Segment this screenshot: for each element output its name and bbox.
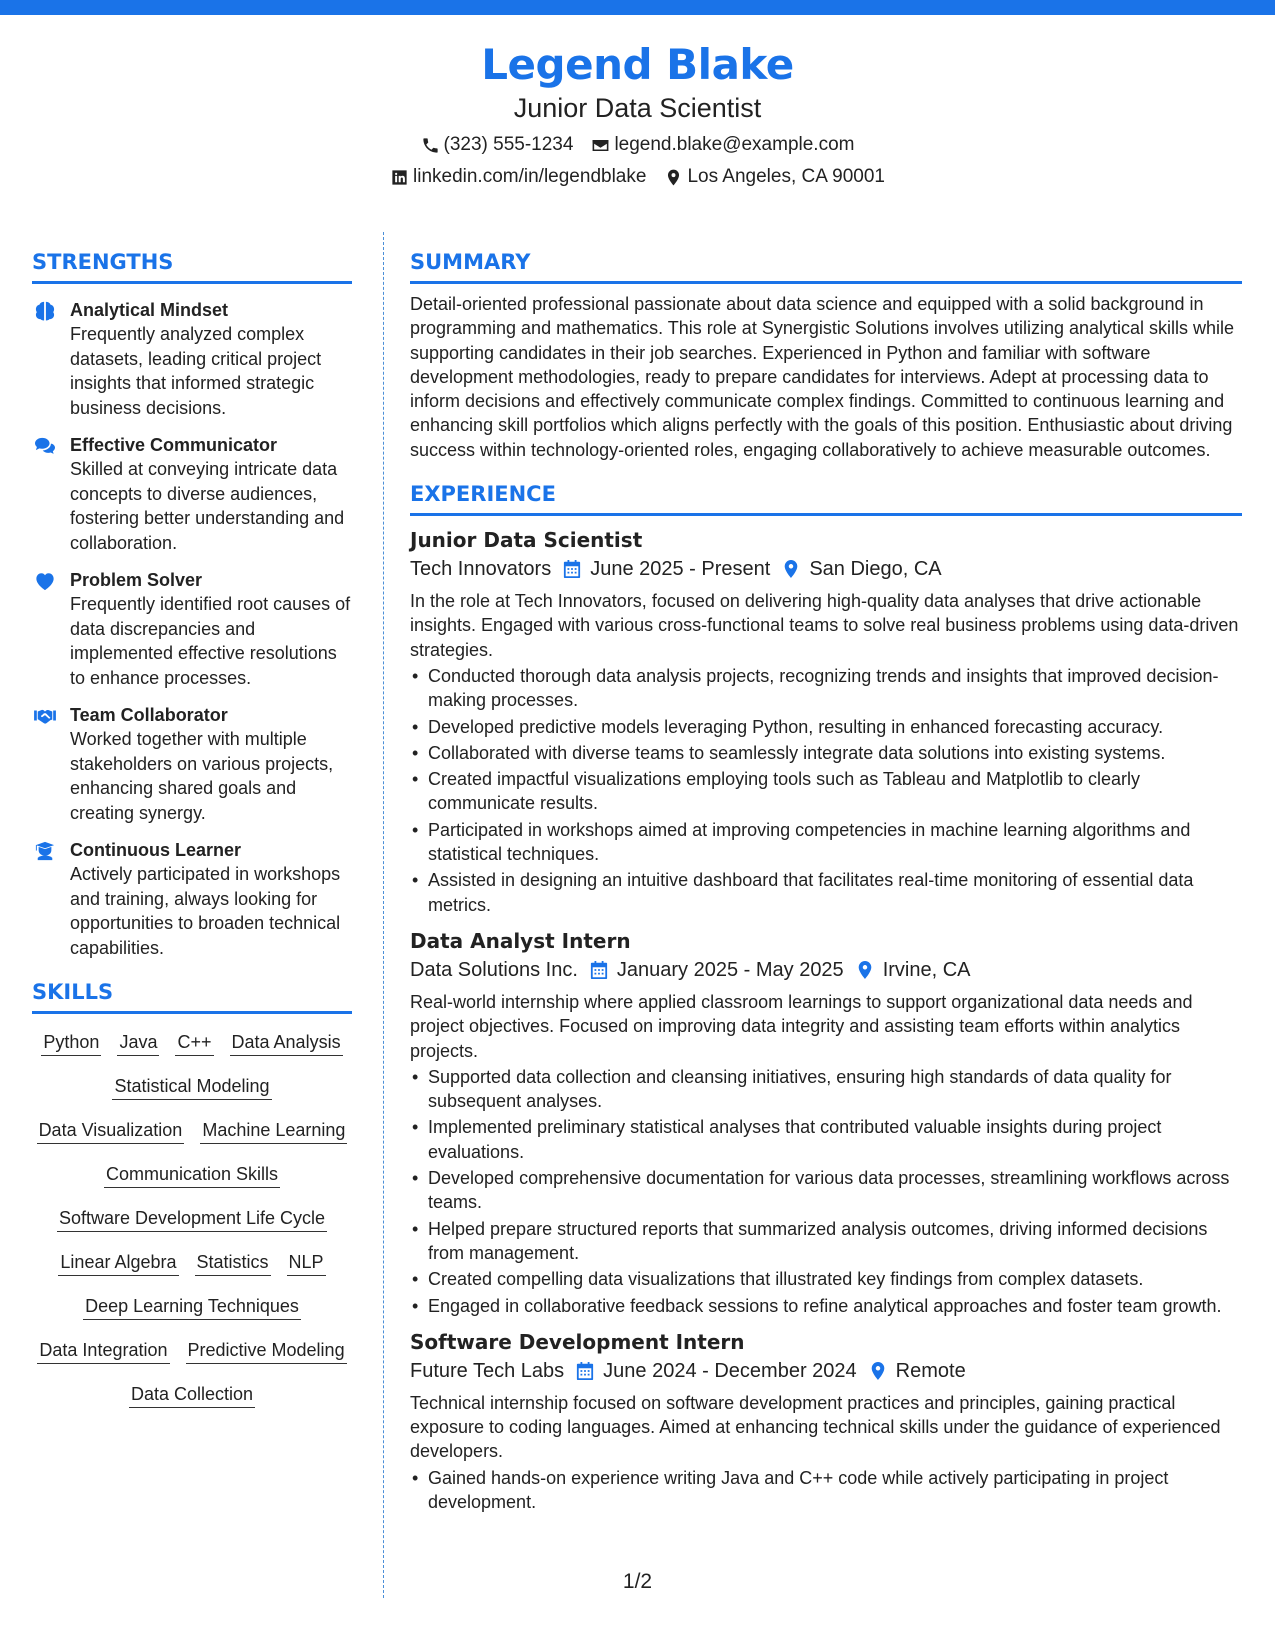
skill-tag: Java: [117, 1030, 159, 1056]
job-dates: January 2025 - May 2025: [616, 958, 844, 981]
job-bullets: [410, 664, 1242, 917]
comments-icon: [34, 436, 56, 456]
bullet-item: • Created compelling data visualizations that illustrated key findings from complex datasets.: [410, 1267, 1242, 1291]
strength-item: [32, 433, 352, 555]
summary-section: [410, 248, 1242, 462]
top-accent-bar: [0, 0, 1275, 15]
skill-tag: C++: [175, 1030, 213, 1056]
strength-description: Actively participated in workshops and training, always looking for opportunities to broaden technical capabilities.: [70, 864, 341, 958]
strength-title: Team Collaborator: [70, 705, 228, 725]
bullet-item: • Helped prepare structured reports that summarized analysis outcomes, driving informed decisions from management.: [410, 1217, 1242, 1266]
strength-title: Continuous Learner: [70, 840, 242, 860]
skill-tag: Machine Learning: [200, 1118, 347, 1144]
bullet-item: • Gained hands-on experience writing Java and C++ code while actively participating in project development.: [410, 1466, 1242, 1515]
phone-icon: [421, 136, 440, 155]
page-number: 1/2: [622, 1570, 653, 1593]
skills-heading: SKILLS: [32, 978, 352, 1014]
skill-tag: Python: [41, 1030, 101, 1056]
job-meta: [410, 555, 1242, 583]
skill-tag: Statistics: [195, 1250, 271, 1276]
heart-icon: [34, 571, 56, 591]
summary-heading: SUMMARY: [410, 248, 1242, 284]
strength-item: [32, 703, 352, 825]
experience-section: [410, 480, 1242, 1514]
right-column: [410, 248, 1242, 1516]
resume-header: [0, 40, 1275, 189]
bullet-item: • Collaborated with diverse teams to seamlessly integrate data solutions into existing systems.: [410, 741, 1242, 765]
skill-tag: Data Visualization: [37, 1118, 185, 1144]
job-bullets: [410, 1065, 1242, 1318]
job-dates: June 2025 - Present: [590, 558, 771, 581]
candidate-name: Legend Blake: [481, 40, 794, 89]
company-name: Future Tech Labs: [410, 1359, 565, 1382]
skills-section: [32, 978, 352, 1408]
skill-tag: Software Development Life Cycle: [57, 1206, 327, 1232]
graduate-icon: [34, 841, 56, 861]
job-location: San Diego, CA: [809, 558, 942, 581]
job-location: Remote: [895, 1359, 966, 1382]
job-location: Irvine, CA: [882, 958, 971, 981]
bullet-item: • Implemented preliminary statistical analyses that contributed valuable insights during project evaluations.: [410, 1115, 1242, 1164]
phone-contact: [421, 133, 574, 157]
job-title: Data Analyst Intern: [410, 928, 631, 953]
bullet-item: • Created impactful visualizations employing tools such as Tableau and Matplotlib to clearly communicate results.: [410, 767, 1242, 816]
summary-text: Detail-oriented professional passionate about data science and equipped with a solid background in programming and mathematics. This role at Synergistic Solutions involves utilizing analytical skills while supporting candidates in their job searches. Experienced in Python and familiar with software development methodologies, ready to prepare candidates for interviews. Adept at processing data to inform decisions and effectively communicate complex findings. Committed to continuous learning and enhancing skill portfolios which aligns perfectly with the goals of this position. Enthusiastic about driving success within technology-oriented roles, engaging collaboratively to achieve measurable outcomes.: [410, 294, 1235, 460]
job-title: Software Development Intern: [410, 1329, 745, 1354]
job-entry: [410, 1328, 1242, 1514]
bullet-item: • Assisted in designing an intuitive dashboard that facilitates real-time monitoring of essential data metrics.: [410, 868, 1242, 917]
strength-item: [32, 298, 352, 420]
job-dates: June 2024 - December 2024: [603, 1359, 857, 1382]
handshake-icon: [34, 706, 56, 726]
email-text[interactable]: legend.blake@example.com: [614, 134, 855, 155]
map-pin-icon: [856, 960, 874, 980]
strength-title: Problem Solver: [70, 570, 203, 590]
skill-tag: Deep Learning Techniques: [83, 1294, 301, 1320]
skills-list: [32, 1030, 352, 1408]
strength-item: [32, 838, 352, 960]
map-pin-icon: [664, 168, 683, 187]
job-meta: [410, 956, 1242, 984]
location-contact: [664, 165, 885, 189]
company-name: Data Solutions Inc.: [410, 958, 578, 981]
bullet-item: • Conducted thorough data analysis projects, recognizing trends and insights that improved decision-making processes.: [410, 664, 1242, 713]
job-meta: [410, 1357, 1242, 1385]
skill-tag: NLP: [287, 1250, 326, 1276]
bullet-item: • Supported data collection and cleansing initiatives, ensuring high standards of data quality for subsequent analyses.: [410, 1065, 1242, 1114]
location-text: Los Angeles, CA 90001: [687, 166, 885, 187]
strengths-section: [32, 248, 352, 960]
contact-row-2: [0, 165, 1275, 189]
phone-text: (323) 555-1234: [443, 134, 574, 155]
strength-description: Frequently analyzed complex datasets, leading critical project insights that informed strategic business decisions.: [70, 324, 322, 418]
email-contact[interactable]: [591, 133, 854, 157]
linkedin-text[interactable]: linkedin.com/in/legendblake: [413, 166, 647, 187]
skill-tag: Statistical Modeling: [112, 1074, 271, 1100]
skill-tag: Linear Algebra: [58, 1250, 178, 1276]
job-description: Technical internship focused on software development practices and principles, gaining practical exposure to coding languages. Aimed at enhancing technical skills under the guidance of experienced developers.: [410, 1392, 1221, 1462]
strengths-heading: STRENGTHS: [32, 248, 352, 284]
job-description: In the role at Tech Innovators, focused on delivering high-quality data analyses that drive actionable insights. Engaged with various cross-functional teams to solve real business problems using data-driven strategies.: [410, 591, 1239, 660]
skill-tag: Data Collection: [129, 1382, 255, 1408]
strength-title: Effective Communicator: [70, 435, 278, 455]
skill-tag: Predictive Modeling: [186, 1338, 347, 1364]
job-title: Junior Data Scientist: [410, 528, 643, 553]
strength-title: Analytical Mindset: [70, 300, 229, 320]
linkedin-icon: [390, 168, 409, 187]
contact-row-1: [0, 133, 1275, 157]
bullet-item: • Engaged in collaborative feedback sessions to refine analytical approaches and foster team growth.: [410, 1294, 1242, 1318]
calendar-icon: [590, 960, 608, 980]
linkedin-contact[interactable]: [390, 165, 646, 189]
strength-description: Frequently identified root causes of data discrepancies and implemented effective resolutions to enhance processes.: [70, 594, 351, 688]
strengths-list: [32, 298, 352, 960]
skill-tag: Communication Skills: [104, 1162, 280, 1188]
strength-description: Skilled at conveying intricate data concepts to diverse audiences, fostering better understanding and collaboration.: [70, 459, 345, 553]
left-column: [32, 248, 352, 1408]
job-entry: [410, 526, 1242, 917]
map-pin-icon: [869, 1361, 887, 1381]
bullet-item: • Developed comprehensive documentation for various data processes, streamlining workflows across teams.: [410, 1166, 1242, 1215]
envelope-icon: [591, 136, 610, 155]
candidate-role: Junior Data Scientist: [513, 93, 762, 123]
bullet-item: • Developed predictive models leveraging Python, resulting in enhanced forecasting accuracy.: [410, 715, 1242, 739]
job-description: Real-world internship where applied classroom learnings to support organizational data needs and project objectives. Focused on improving data integrity and assisting team efforts within analytics projects.: [410, 991, 1193, 1061]
skill-tag: Data Integration: [37, 1338, 169, 1364]
job-bullets: [410, 1466, 1242, 1515]
company-name: Tech Innovators: [410, 558, 552, 581]
skill-tag: Data Analysis: [230, 1030, 343, 1056]
experience-heading: EXPERIENCE: [410, 480, 1242, 516]
brain-icon: [34, 301, 56, 321]
calendar-icon: [563, 559, 581, 579]
strength-item: [32, 568, 352, 690]
calendar-icon: [576, 1361, 594, 1381]
column-divider: [383, 232, 384, 1598]
map-pin-icon: [782, 559, 800, 579]
bullet-item: • Participated in workshops aimed at improving competencies in machine learning algorithms and statistical techniques.: [410, 818, 1242, 867]
job-entry: [410, 927, 1242, 1318]
strength-description: Worked together with multiple stakeholders on various projects, enhancing shared goals and creating synergy.: [70, 729, 334, 823]
